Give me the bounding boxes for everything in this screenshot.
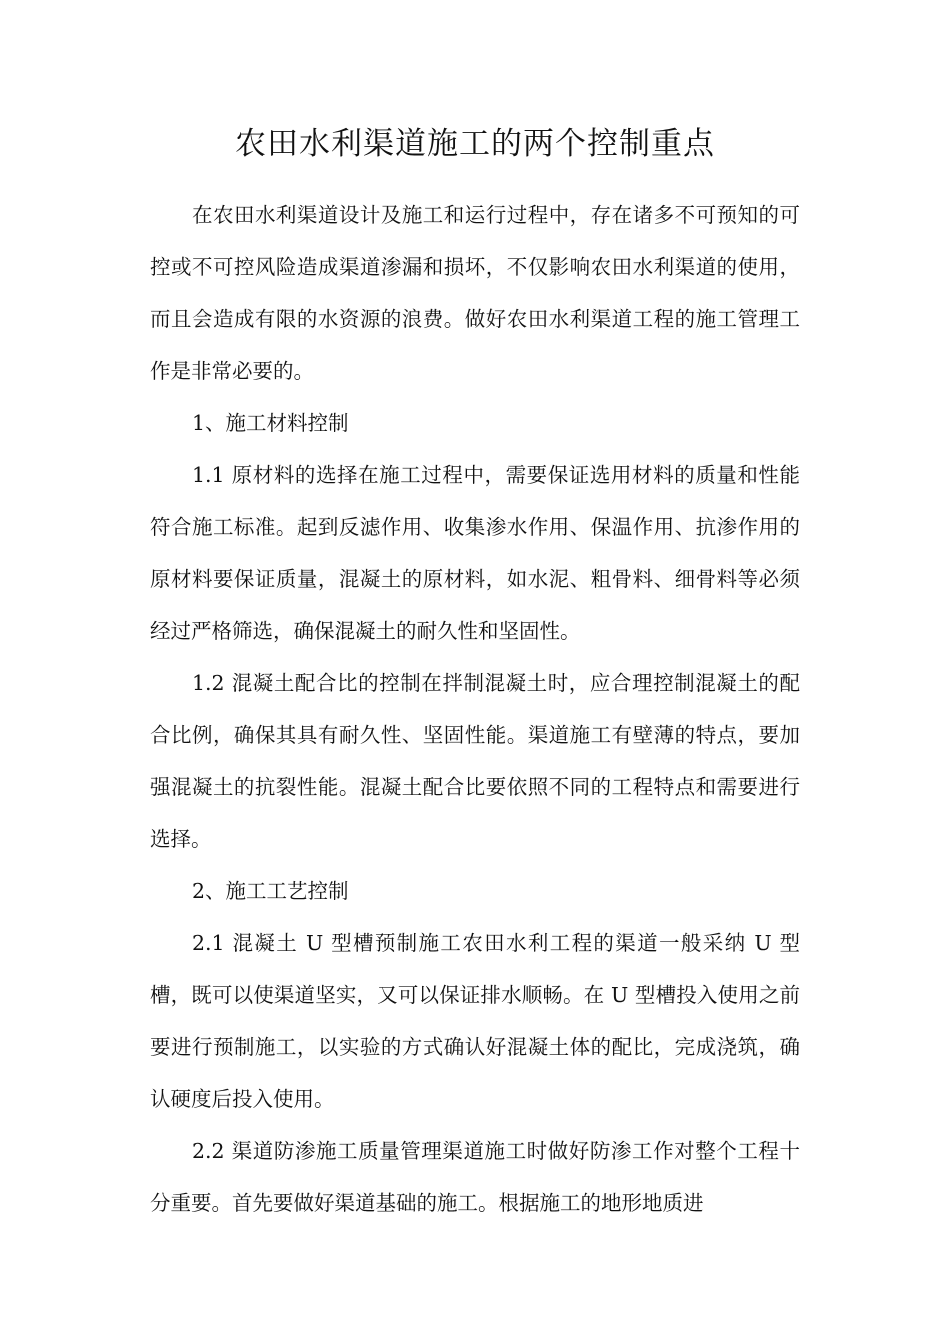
document-title: 农田水利渠道施工的两个控制重点 [235, 126, 715, 162]
paragraph-1-2: 1.2 混凝土配合比的控制在拌制混凝土时，应合理控制混凝土的配合比例，确保其具有耐久性、坚固性能。渠道施工有壁薄的特点，要加强混凝土的抗裂性能。混凝土配合比要依照不同的工程特点和需要进行选择。 [150, 671, 800, 851]
paragraph-2-1: 2.1 混凝土 U 型槽预制施工农田水利工程的渠道一般采纳 U 型槽，既可以使渠道坚实，又可以保证排水顺畅。在 U 型槽投入使用之前要进行预制施工，以实验的方式确认好混凝土体的配比，完成浇筑，确认硬度后投入使用。 [150, 931, 800, 1111]
paragraph-2-2: 2.2 渠道防渗施工质量管理渠道施工时做好防渗工作对整个工程十分重要。首先要做好渠道基础的施工。根据施工的地形地质进 [150, 1139, 800, 1215]
paragraph-intro: 在农田水利渠道设计及施工和运行过程中，存在诸多不可预知的可控或不可控风险造成渠道渗漏和损坏，不仅影响农田水利渠道的使用，而且会造成有限的水资源的浪费。做好农田水利渠道工程的施工管理工作是非常必要的。 [150, 203, 800, 383]
paragraph-1-1: 1.1 原材料的选择在施工过程中，需要保证选用材料的质量和性能符合施工标准。起到反滤作用、收集渗水作用、保温作用、抗渗作用的原材料要保证质量，混凝土的原材料，如水泥、粗骨料、细骨料等必须经过严格筛选，确保混凝土的耐久性和坚固性。 [150, 463, 800, 643]
document-body [150, 189, 800, 1229]
heading-section-1: 1、施工材料控制 [192, 411, 349, 435]
heading-section-2: 2、施工工艺控制 [192, 879, 349, 903]
